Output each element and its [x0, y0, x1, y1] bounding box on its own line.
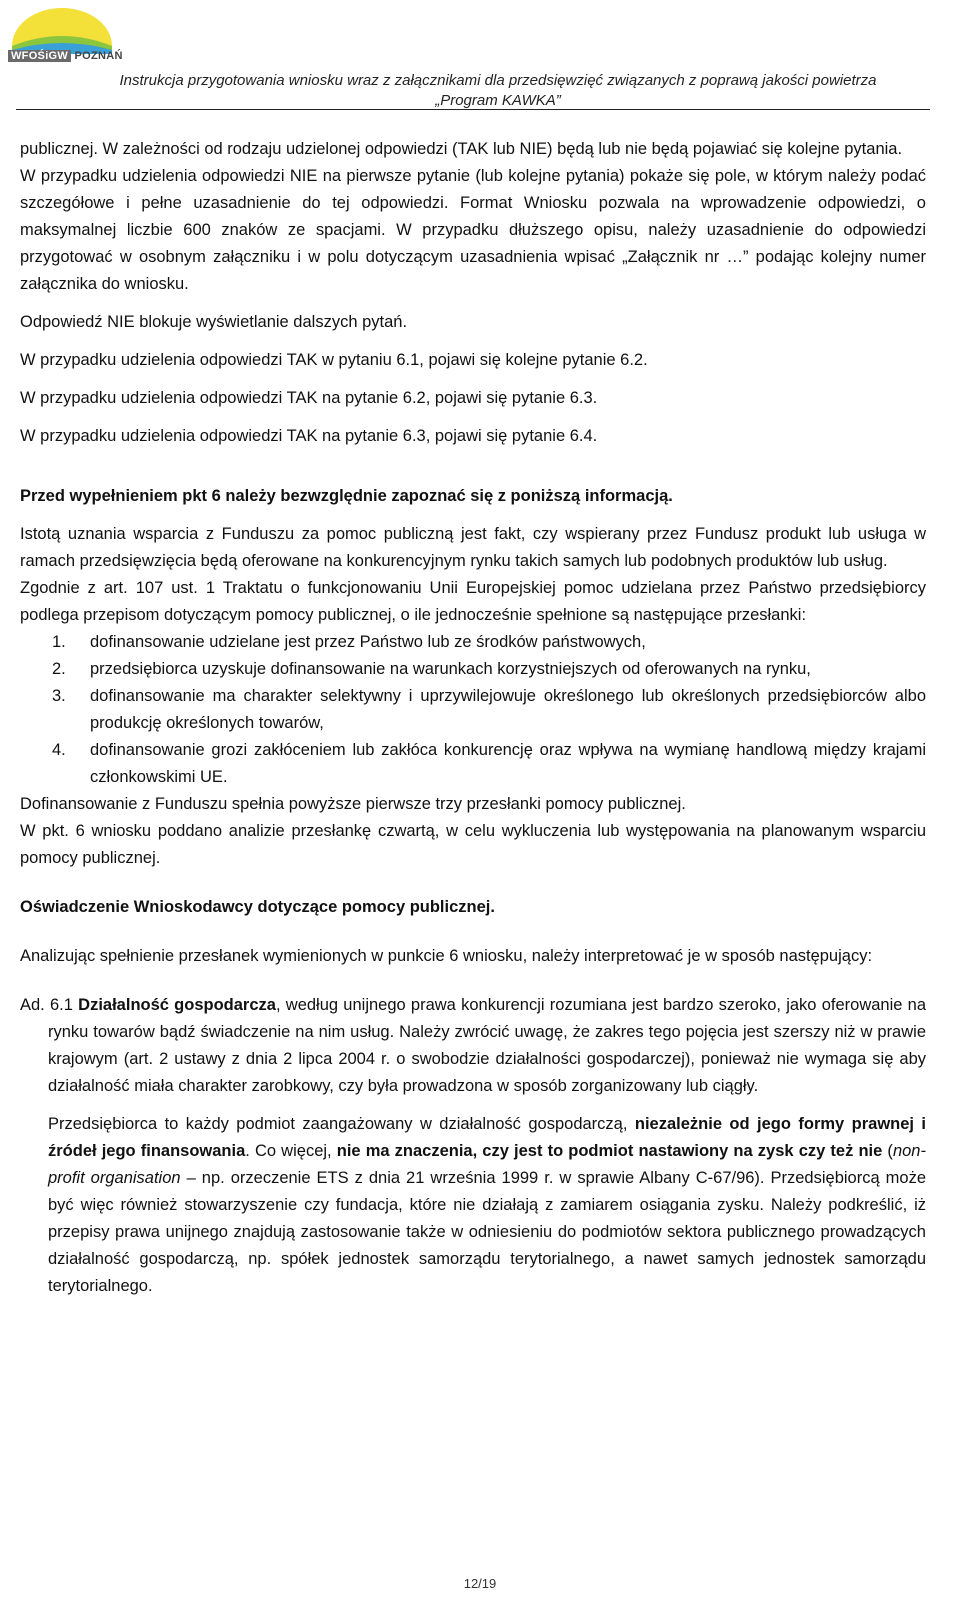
paragraph: publicznej. W zależności od rodzaju udzielonej odpowiedzi (TAK lub NIE) będą lub nie będą pojawiać się kolejne pytania. [20, 140, 903, 158]
list-item: 4. dofinansowanie grozi zakłóceniem lub zakłóca konkurencję oraz wpływa na wymianę handlową między krajami członkowskimi UE. [52, 741, 926, 786]
paragraph: W przypadku udzielenia odpowiedzi TAK na pytanie 6.2, pojawi się pytanie 6.3. [20, 389, 598, 407]
requirements-list [20, 629, 926, 791]
paragraph: Analizując spełnienie przesłanek wymienionych w punkcie 6 wniosku, należy interpretować je w sposób następujący: [20, 947, 873, 965]
paragraph: Odpowiedź NIE blokuje wyświetlanie dalszych pytań. [20, 313, 408, 331]
page-content [20, 136, 926, 1300]
paragraph: Dofinansowanie z Funduszu spełnia powyższe pierwsze trzy przesłanki pomocy publicznej. [20, 795, 686, 813]
page-header [0, 0, 960, 112]
page-number: 12/19 [463, 1576, 497, 1591]
logo-text: WFOŚiGW POZNAŃ [8, 50, 123, 62]
list-item: 3. dofinansowanie ma charakter selektywny i uprzywilejowuje określonego lub określonych przedsiębiorców albo produkcję określonych towarów, [52, 687, 926, 732]
section-heading: Oświadczenie Wnioskodawcy dotyczące pomocy publicznej. [20, 898, 495, 916]
list-item: 2. przedsiębiorca uzyskuje dofinansowanie na warunkach korzystniejszych od oferowanych na rynku, [52, 660, 811, 678]
document-title [68, 71, 928, 111]
paragraph: Przedsiębiorca to każdy podmiot zaangażowany w działalność gospodarczą, niezależnie od jego formy prawnej i źródeł jego finansowania. Co więcej, nie ma znaczenia, czy jest to podmiot nastawiony na zysk czy też nie (non-profit organisation – np. orzeczenie ETS z dnia 21 września 1999 r. w sprawie Albany C-67/96). Przedsiębiorcą może być więc również stowarzyszenie czy fundacja, które nie działają z zamiarem osiągania zysku. Należy podkreślić, iż przepisy prawa unijnego znajdują zastosowanie także w odniesieniu do podmiotów sektora publicznego prowadzących działalność gospodarczą, np. spółek jednostek samorządu terytorialnego, a nawet samych jednostek samorządu terytorialnego. [48, 1115, 927, 1295]
list-item: 1. dofinansowanie udzielane jest przez Państwo lub ze środków państwowych, [52, 633, 646, 651]
paragraph: W przypadku udzielenia odpowiedzi TAK w pytaniu 6.1, pojawi się kolejne pytanie 6.2. [20, 351, 648, 369]
paragraph: W pkt. 6 wniosku poddano analizie przesłankę czwartą, w celu wykluczenia lub występowania na planowanym wsparciu pomocy publicznej. [20, 822, 926, 867]
ad-paragraph: Ad. 6.1 Działalność gospodarcza, według unijnego prawa konkurencji rozumiana jest bardzo szeroko, jako oferowanie na rynku towarów bądź świadczenie na nim usług. Należy zwrócić uwagę, że zakres tego pojęcia jest szerszy niż w prawie krajowym (art. 2 ustawy z dnia 2 lipca 2004 r. o swobodzie działalności gospodarczej), ponieważ nie wymaga się aby działalność miała charakter zarobkowy, czy była prowadzona w sposób zorganizowany lub ciągły. [20, 996, 927, 1095]
section-heading: Przed wypełnieniem pkt 6 należy bezwzględnie zapoznać się z poniższą informacją. [20, 487, 673, 505]
document-title-line1: Instrukcja przygotowania wniosku wraz z załącznikami dla przedsięwzięć związanych z poprawą jakości powietrza [119, 72, 877, 89]
paragraph: Zgodnie z art. 107 ust. 1 Traktatu o funkcjonowaniu Unii Europejskiej pomoc udzielana przez Państwo przedsiębiorcy podlega przepisom dotyczącym pomocy publicznej, o ile jednocześnie spełnione są następujące przesłanki: [20, 579, 926, 624]
document-title-line2: „Program KAWKA” [435, 92, 561, 109]
paragraph: W przypadku udzielenia odpowiedzi NIE na pierwsze pytanie (lub kolejne pytania) pokaże się pole, w którym należy podać szczegółowe i pełne uzasadnienie do tej odpowiedzi. Format Wniosku pozwala na wprowadzenie odpowiedzi, o maksymalnej liczbie 600 znaków ze spacjami. W przypadku dłuższego opisu, należy uzasadnienie do odpowiedzi przygotować w osobnym załączniku i w polu dotyczącym uzasadnienia wpisać „Załącznik nr …” podając kolejny numer załącznika do wniosku. [20, 167, 926, 293]
header-divider [16, 109, 930, 110]
paragraph: W przypadku udzielenia odpowiedzi TAK na pytanie 6.3, pojawi się pytanie 6.4. [20, 427, 598, 445]
paragraph: Istotą uznania wsparcia z Funduszu za pomoc publiczną jest fakt, czy wspierany przez Fundusz produkt lub usługa w ramach przedsięwzięcia będą oferowane na konkurencyjnym rynku takich samych lub podobnych produktów lub usług. [20, 525, 926, 570]
